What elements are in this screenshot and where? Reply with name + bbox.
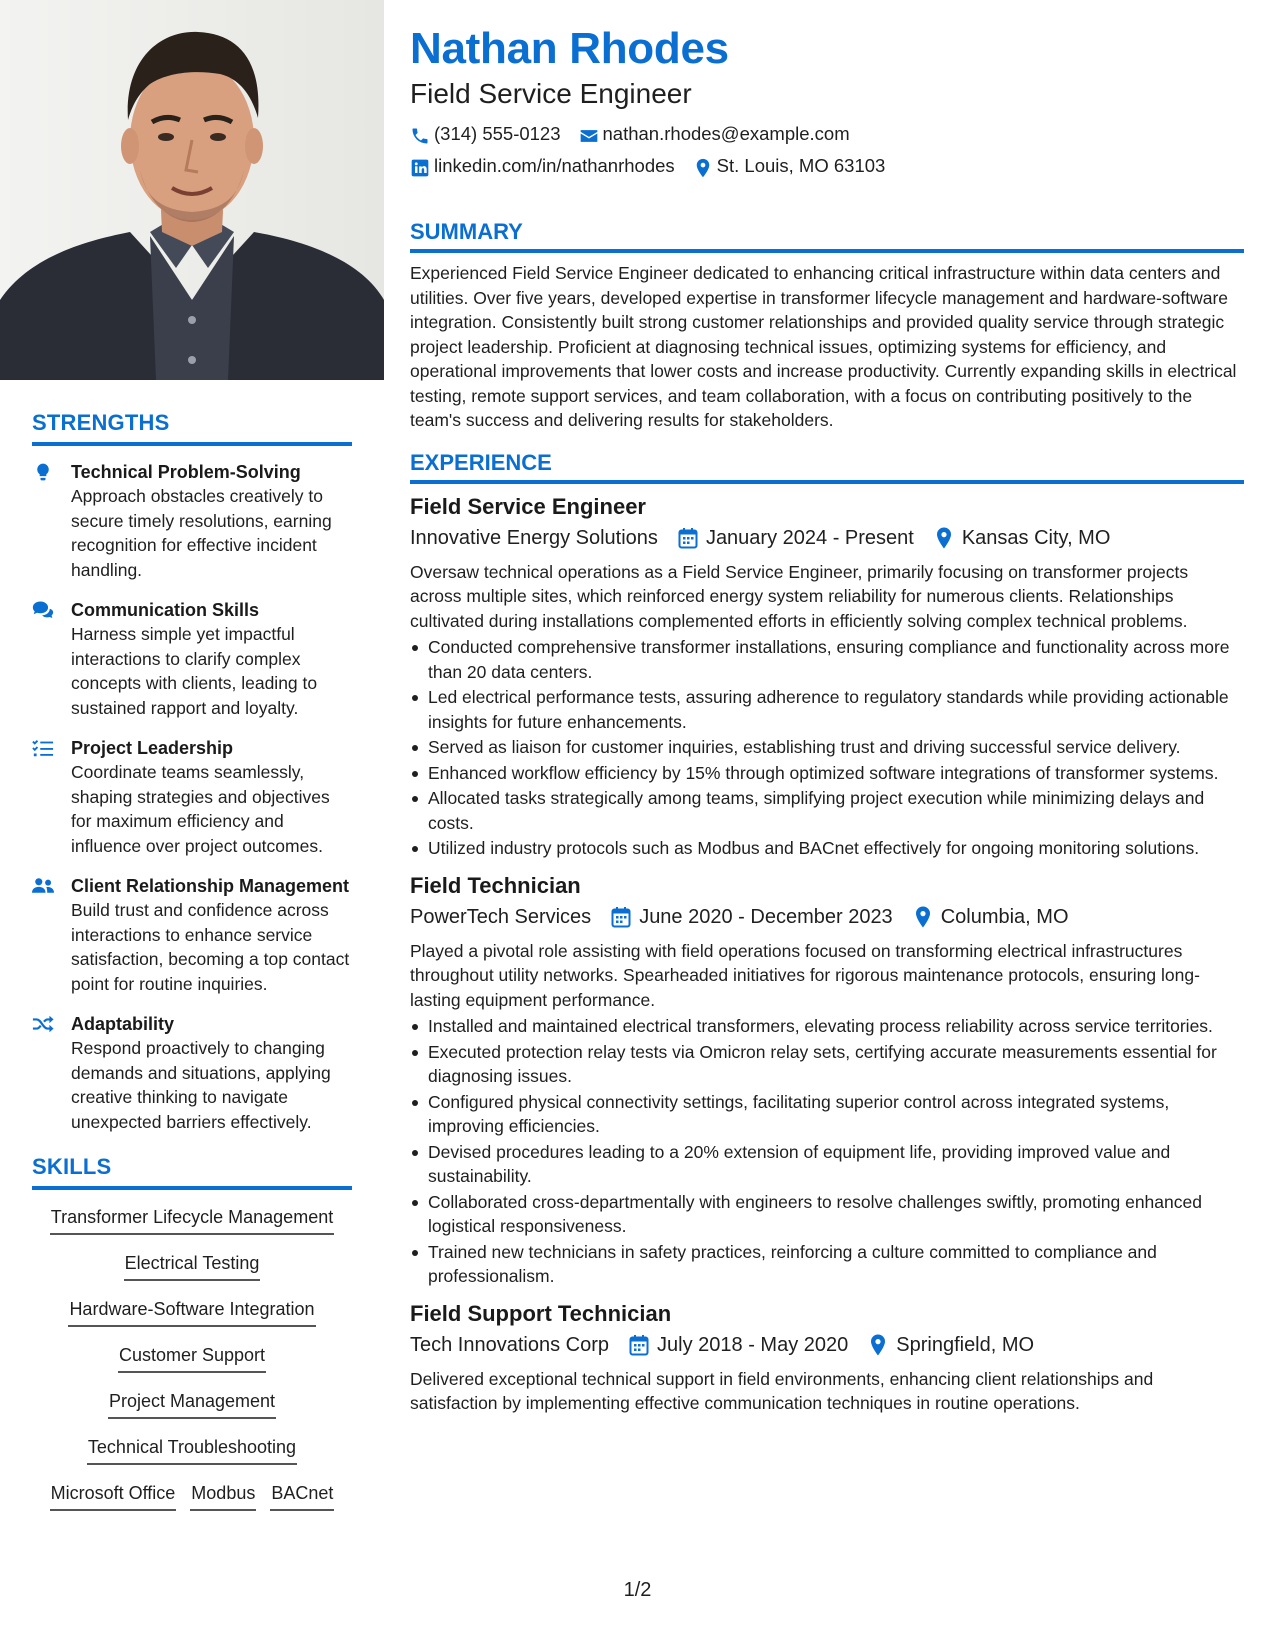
bullet-item: Devised procedures leading to a 20% extension of equipment life, providing improved value and sustainability. [410,1140,1244,1189]
profile-photo [0,0,384,380]
left-column [32,410,352,1526]
job-entry [410,1299,1244,1416]
job-description: Delivered exceptional technical support in field environments, enhancing client relationships and satisfaction by implementing effective communication techniques in routine operations. [410,1368,1154,1413]
bullet-item: Configured physical connectivity settings, facilitating superior control across integrated systems, improving efficiencies. [410,1090,1244,1139]
strength-item [32,736,352,858]
linkedin-icon [410,156,430,176]
skills-list [32,1204,352,1511]
strength-title: Adaptability [71,1014,175,1034]
skill-tag: Hardware-Software Integration [68,1296,315,1327]
job-entry [410,492,1244,861]
bullet-item: Allocated tasks strategically among teams, simplifying project execution while minimizing delays and costs. [410,786,1244,835]
strength-item [32,460,352,582]
job-dates: July 2018 - May 2020 [657,1333,849,1356]
job-title: Field Support Technician [410,1300,672,1326]
strength-title: Communication Skills [71,600,260,620]
location-text: St. Louis, MO 63103 [716,155,886,176]
company-name: Tech Innovations Corp [410,1333,610,1356]
job-bullets [410,1014,1244,1289]
job-location: Kansas City, MO [961,526,1111,549]
phone-contact[interactable] [410,118,561,150]
job-description: Oversaw technical operations as a Field Service Engineer, primarily focusing on transformer projects across multiple sites, which reinforced energy system reliability for numerous clients. Relationships cultivated during installations complemented efforts in efficiently solving complex technical problems. [410,561,1189,631]
job-description: Played a pivotal role assisting with field operations focused on transforming electrical infrastructures throughout utility networks. Spearheaded initiatives for rigorous maintenance protocols, ensuring long-lasting equipment performance. [410,940,1200,1010]
page-number: 1/2 [623,1579,652,1601]
contact-row [410,118,1244,150]
company-name: PowerTech Services [410,905,592,928]
bullet-item: Utilized industry protocols such as Modbus and BACnet effectively for ongoing monitoring solutions. [410,836,1244,861]
job-dates: June 2020 - December 2023 [639,905,893,928]
map-pin-icon [913,906,933,928]
contact-row [410,150,1244,182]
job-meta [410,522,1244,554]
job-bullets [410,635,1244,861]
skill-tag: Microsoft Office [50,1480,177,1511]
strength-description: Build trust and confidence across interactions to enhance service satisfaction, becoming a top contact point for routine inquiries. [71,900,350,994]
map-pin-icon [693,156,713,176]
shuffle-icon [32,1014,56,1034]
job-location: Springfield, MO [896,1333,1035,1356]
lightbulb-icon [32,462,56,482]
skill-tag: Transformer Lifecycle Management [50,1204,334,1235]
strengths-heading: STRENGTHS [32,410,352,446]
job-location: Columbia, MO [940,905,1069,928]
strength-title: Project Leadership [71,738,234,758]
experience-heading: EXPERIENCE [410,450,1244,484]
strength-item [32,1012,352,1134]
strength-item [32,874,352,996]
skill-tag: Technical Troubleshooting [87,1434,297,1465]
bullet-item: Collaborated cross-departmentally with engineers to resolve challenges swiftly, promoting enhanced logistical responsiveness. [410,1190,1244,1239]
phone-icon [410,124,430,144]
bullet-item: Enhanced workflow efficiency by 15% through optimized software integrations of transformer systems. [410,761,1244,786]
bullet-item: Conducted comprehensive transformer installations, ensuring compliance and functionality across more than 20 data centers. [410,635,1244,684]
email-contact[interactable] [579,118,850,150]
calendar-icon [629,1334,649,1356]
skill-tag: Customer Support [118,1342,266,1373]
linkedin-contact[interactable] [410,150,675,182]
skill-tag: Electrical Testing [124,1250,261,1281]
right-column [410,22,1244,1426]
skill-tag: Modbus [190,1480,256,1511]
strength-title: Client Relationship Management [71,876,350,896]
strength-description: Harness simple yet impactful interactions to clarify complex concepts with clients, leading to sustained rapport and loyalty. [71,624,318,718]
map-pin-icon [868,1334,888,1356]
skill-tag: Project Management [108,1388,276,1419]
email-text: nathan.rhodes@example.com [602,123,850,144]
bullet-item: Trained new technicians in safety practices, reinforcing a culture committed to compliance and professionalism. [410,1240,1244,1289]
summary-text: Experienced Field Service Engineer dedicated to enhancing critical infrastructure within data centers and utilities. Over five years, developed expertise in transformer lifecycle management and hardware-software integration. Consistently built strong customer relationships and provided quality service through strategic project leadership. Proficient at diagnosing technical issues, optimizing systems for efficiency, and operational improvements that lower costs and increase productivity. Currently expanding skills in electrical testing, remote support services, and team collaboration, with a focus on contributing positively to the team's success and delivering results for stakeholders. [410,263,1237,430]
users-icon [32,876,56,896]
bullet-item: Served as liaison for customer inquiries, establishing trust and driving successful service delivery. [410,735,1244,760]
strength-item [32,598,352,720]
strength-description: Approach obstacles creatively to secure timely resolutions, earning recognition for effective incident handling. [71,486,332,580]
location-contact [693,150,886,182]
chat-bubbles-icon [32,600,56,620]
job-entry [410,871,1244,1289]
job-dates: January 2024 - Present [705,526,914,549]
calendar-icon [678,527,698,549]
candidate-role: Field Service Engineer [410,78,692,109]
bullet-item: Executed protection relay tests via Omicron relay sets, certifying accurate measurements essential for diagnosing issues. [410,1040,1244,1089]
job-meta [410,1329,1244,1361]
phone-text: (314) 555-0123 [434,123,561,144]
skill-tag: BACnet [270,1480,334,1511]
job-title: Field Service Engineer [410,493,646,519]
strength-title: Technical Problem-Solving [71,462,301,482]
map-pin-icon [934,527,954,549]
linkedin-text: linkedin.com/in/nathanrhodes [434,155,675,176]
summary-heading: SUMMARY [410,219,1244,253]
strength-description: Respond proactively to changing demands and situations, applying creative thinking to navigate unexpected barriers effectively. [71,1038,331,1132]
email-icon [579,124,599,144]
skills-heading: SKILLS [32,1154,352,1190]
task-list-icon [32,738,56,758]
company-name: Innovative Energy Solutions [410,526,658,549]
job-meta [410,901,1244,933]
bullet-item: Installed and maintained electrical transformers, elevating process reliability across service territories. [410,1014,1244,1039]
calendar-icon [611,906,631,928]
strength-description: Coordinate teams seamlessly, shaping strategies and objectives for maximum efficiency and influence over project outcomes. [71,762,330,856]
bullet-item: Led electrical performance tests, assuring adherence to regulatory standards while providing actionable insights for future enhancements. [410,685,1244,734]
job-title: Field Technician [410,872,581,898]
candidate-name: Nathan Rhodes [410,24,729,73]
